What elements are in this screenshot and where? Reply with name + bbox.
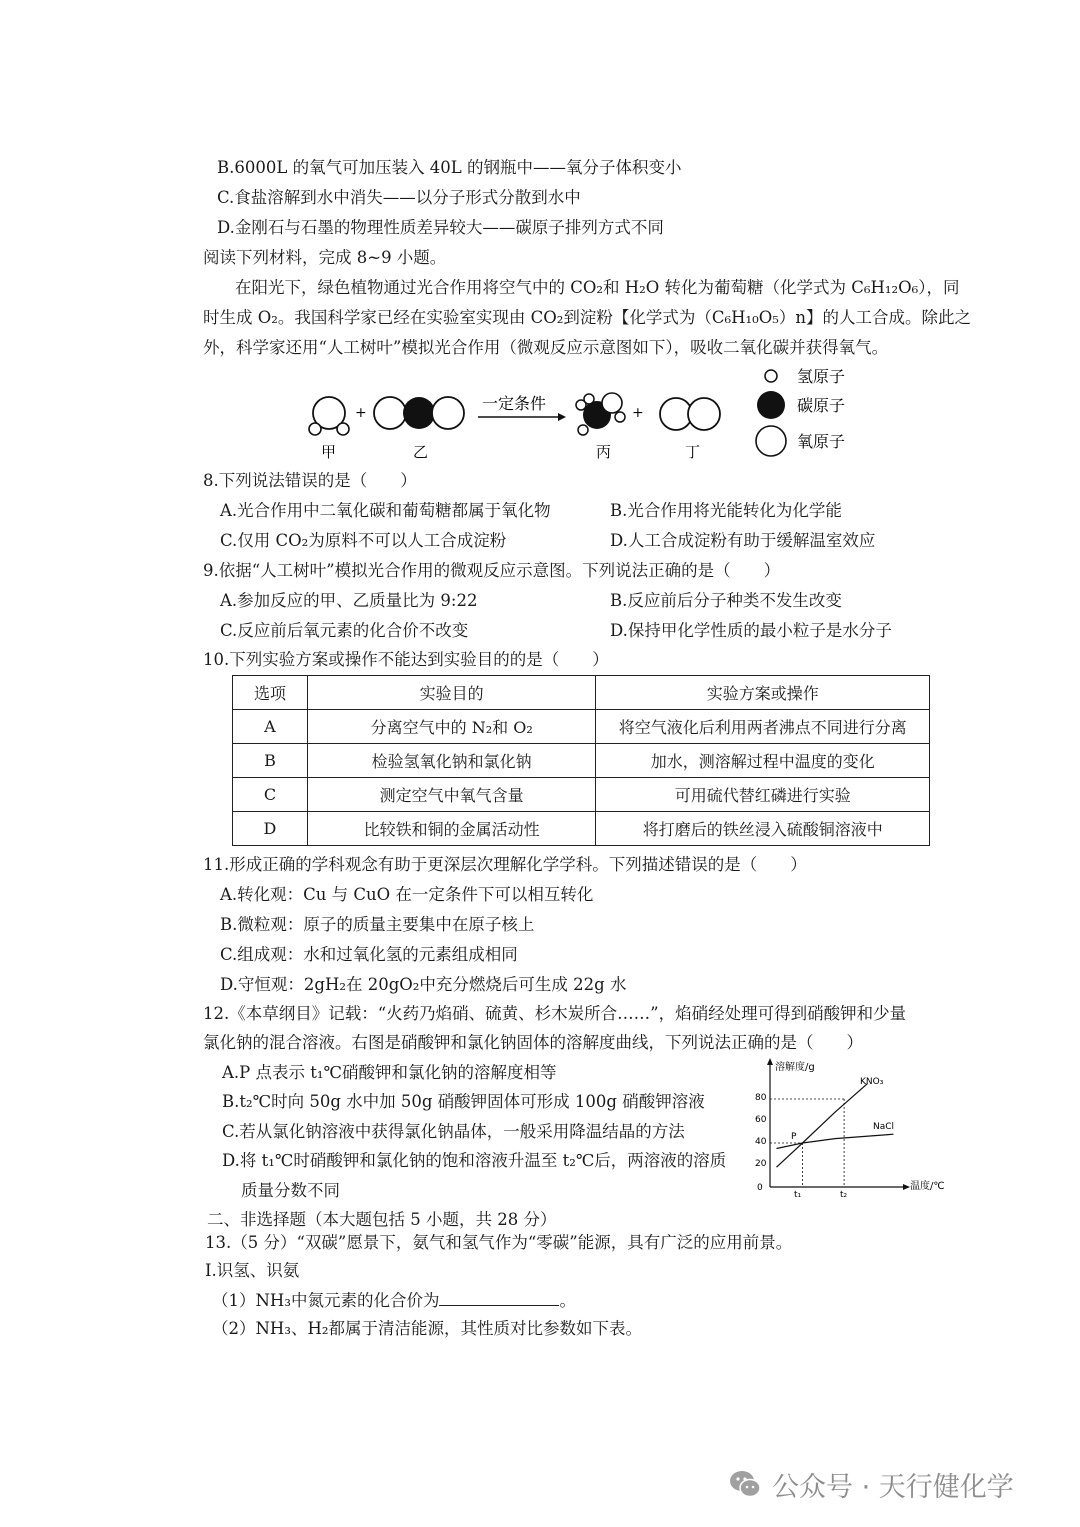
y-tick-label: 0 — [757, 1183, 763, 1193]
legend-oxygen — [756, 426, 845, 456]
chart-series — [770, 1084, 894, 1187]
table-cell: 将空气液化后利用两者沸点不同进行分离 — [596, 710, 930, 744]
q7-option-b: B.6000L 的氧气可加压装入 40L 的钢瓶中——氧分子体积变小 — [217, 158, 682, 177]
point-label-p: P — [791, 1132, 797, 1142]
table-cell: D — [233, 812, 308, 846]
q11-option-b: B.微粒观：原子的质量主要集中在原子核上 — [220, 915, 535, 934]
q12-stem-line2: 氯化钠的混合溶液。右图是硝酸钾和氯化钠固体的溶解度曲线，下列说法正确的是（ ） — [203, 1033, 863, 1052]
q12-option-d-line1: D.将 t₁℃时硝酸钾和氯化钠的饱和溶液升温至 t₂℃后，两溶液的溶质 — [222, 1151, 727, 1170]
table-cell: 测定空气中氧气含量 — [307, 778, 596, 812]
q13-sub2: （2）NH₃、H₂都属于清洁能源，其性质对比参数如下表。 — [212, 1319, 642, 1338]
table-cell: 将打磨后的铁丝浸入硫酸铜溶液中 — [596, 812, 930, 846]
chart-xlabel: 温度/℃ — [910, 1181, 945, 1192]
q11-stem: 11.形成正确的学科观念有助于更深层次理解化学学科。下列描述错误的是（ ） — [203, 855, 807, 874]
q8-option-d: D.人工合成淀粉有助于缓解温室效应 — [610, 531, 876, 550]
table-row — [233, 812, 930, 846]
molecule-yi — [374, 397, 464, 429]
y-tick-label: 60 — [755, 1115, 767, 1125]
plus-sign-1: + — [355, 405, 367, 421]
reaction-arrow-head — [558, 413, 566, 421]
q12-option-d-line2: 质量分数不同 — [241, 1181, 340, 1200]
legend-carbon — [757, 391, 845, 419]
q13-part1-title: Ⅰ.识氢、识氨 — [205, 1261, 300, 1280]
y-tick-label: 20 — [755, 1159, 767, 1169]
svg-text:氧原子: 氧原子 — [797, 432, 846, 451]
svg-text:氢原子: 氢原子 — [797, 367, 846, 386]
q7-option-d: D.金刚石与石墨的物理性质差异较大——碳原子排列方式不同 — [217, 218, 664, 237]
series-line-kno3 — [777, 1084, 868, 1168]
table-header-row — [233, 676, 930, 710]
reaction-diagram — [300, 365, 900, 465]
molecule-ding — [660, 398, 720, 430]
q12-option-c: C.若从氯化钠溶液中获得氯化钠晶体，一般采用降温结晶的方法 — [222, 1122, 685, 1141]
label-ding: 丁 — [685, 443, 701, 461]
table-cell: B — [233, 744, 308, 778]
watermark-text: 公众号 · 天行健化学 — [772, 1471, 1014, 1503]
molecule-bing — [576, 393, 625, 435]
x-tick-label-t1: t₁ — [794, 1190, 802, 1200]
q9-option-c: C.反应前后氧元素的化合价不改变 — [220, 621, 469, 640]
label-jia: 甲 — [321, 443, 337, 461]
q7-option-c: C.食盐溶解到水中消失——以分子形式分散到水中 — [217, 188, 581, 207]
label-yi: 乙 — [413, 443, 429, 461]
material-paragraph-line3: 外，科学家还用“人工树叶”模拟光合作用（微观反应示意图如下），吸收二氧化碳并获得氧气。 — [203, 338, 889, 357]
q9-stem: 9.依据“人工树叶”模拟光合作用的微观反应示意图。下列说法正确的是（ ） — [203, 561, 781, 580]
q13-sub1 — [212, 1289, 576, 1312]
table-cell: 可用硫代替红磷进行实验 — [596, 778, 930, 812]
q12-stem-line1: 12.《本草纲目》记载：“火药乃焰硝、硫黄、杉木炭所合……”，焰硝经处理可得到硝酸钾和少量 — [203, 1004, 907, 1023]
molecule-jia — [309, 397, 349, 435]
q9-option-b: B.反应前后分子种类不发生改变 — [610, 591, 842, 610]
q13-stem: 13.（5 分）“双碳”愿景下，氨气和氢气作为“零碳”能源，具有广泛的应用前景。 — [205, 1233, 793, 1252]
q9-option-d: D.保持甲化学性质的最小粒子是水分子 — [610, 621, 892, 640]
table-cell: C — [233, 778, 308, 812]
solubility-chart — [745, 1055, 960, 1200]
series-label-nacl: NaCl — [873, 1122, 895, 1132]
q8-option-a: A.光合作用中二氧化碳和葡萄糖都属于氧化物 — [220, 501, 551, 520]
plus-sign-2: + — [632, 405, 644, 421]
q9-option-a: A.参加反应的甲、乙质量比为 9:22 — [220, 591, 478, 610]
table-header: 实验目的 — [307, 676, 596, 710]
q11-option-c: C.组成观：水和过氧化氢的元素组成相同 — [220, 945, 518, 964]
q12-option-b: B.t₂℃时向 50g 水中加 50g 硝酸钾固体可形成 100g 硝酸钾溶液 — [222, 1092, 705, 1111]
table-row — [233, 710, 930, 744]
section2-title: 二、非选择题（本大题包括 5 小题，共 28 分） — [207, 1210, 557, 1229]
material-paragraph-line2: 时生成 O₂。我国科学家已经在实验室实现由 CO₂到淀粉【化学式为（C₆H₁₀O₅）n】的人工合成。除此之 — [203, 308, 972, 327]
x-tick-label-t2: t₂ — [840, 1190, 848, 1200]
table-header: 选项 — [233, 676, 308, 710]
q12-option-a: A.P 点表示 t₁℃硝酸钾和氯化钠的溶解度相等 — [222, 1063, 557, 1082]
q11-option-a: A.转化观：Cu 与 CuO 在一定条件下可以相互转化 — [220, 885, 594, 904]
q11-option-d: D.守恒观：2gH₂在 20gO₂中充分燃烧后可生成 22g 水 — [220, 975, 627, 994]
answer-blank[interactable] — [439, 1289, 559, 1306]
y-tick-label: 80 — [755, 1093, 767, 1103]
chart-ylabel: 溶解度/g — [775, 1062, 815, 1073]
label-bing: 丙 — [596, 443, 612, 461]
table-header: 实验方案或操作 — [596, 676, 930, 710]
table-cell: 分离空气中的 N₂和 O₂ — [307, 710, 596, 744]
table-cell: 加水，测溶解过程中温度的变化 — [596, 744, 930, 778]
legend-hydrogen — [765, 367, 845, 386]
table-row — [233, 778, 930, 812]
table-row — [233, 744, 930, 778]
table-cell: A — [233, 710, 308, 744]
reaction-condition: 一定条件 — [482, 394, 547, 413]
q13-sub1-end: 。 — [559, 1291, 576, 1310]
material-paragraph-line1: 在阳光下，绿色植物通过光合作用将空气中的 CO₂和 H₂O 转化为葡萄糖（化学式为 C₆H₁₂O₆），同 — [235, 278, 960, 297]
q8-option-c: C.仅用 CO₂为原料不可以人工合成淀粉 — [220, 531, 507, 550]
reading-intro: 阅读下列材料，完成 8~9 小题。 — [203, 248, 447, 267]
y-tick-label: 40 — [755, 1137, 767, 1147]
table-cell: 检验氢氧化钠和氯化钠 — [307, 744, 596, 778]
svg-text:碳原子: 碳原子 — [797, 396, 846, 415]
q8-stem: 8.下列说法错误的是（ ） — [203, 471, 417, 490]
watermark — [728, 1462, 1014, 1506]
q10-table — [232, 675, 930, 846]
q10-stem: 10.下列实验方案或操作不能达到实验目的的是（ ） — [203, 650, 609, 669]
wechat-icon — [728, 1467, 762, 1501]
q13-sub1-text: （1）NH₃中氮元素的化合价为 — [212, 1291, 440, 1310]
table-cell: 比较铁和铜的金属活动性 — [307, 812, 596, 846]
q8-option-b: B.光合作用将光能转化为化学能 — [610, 501, 842, 520]
series-label-kno3: KNO₃ — [860, 1077, 884, 1087]
